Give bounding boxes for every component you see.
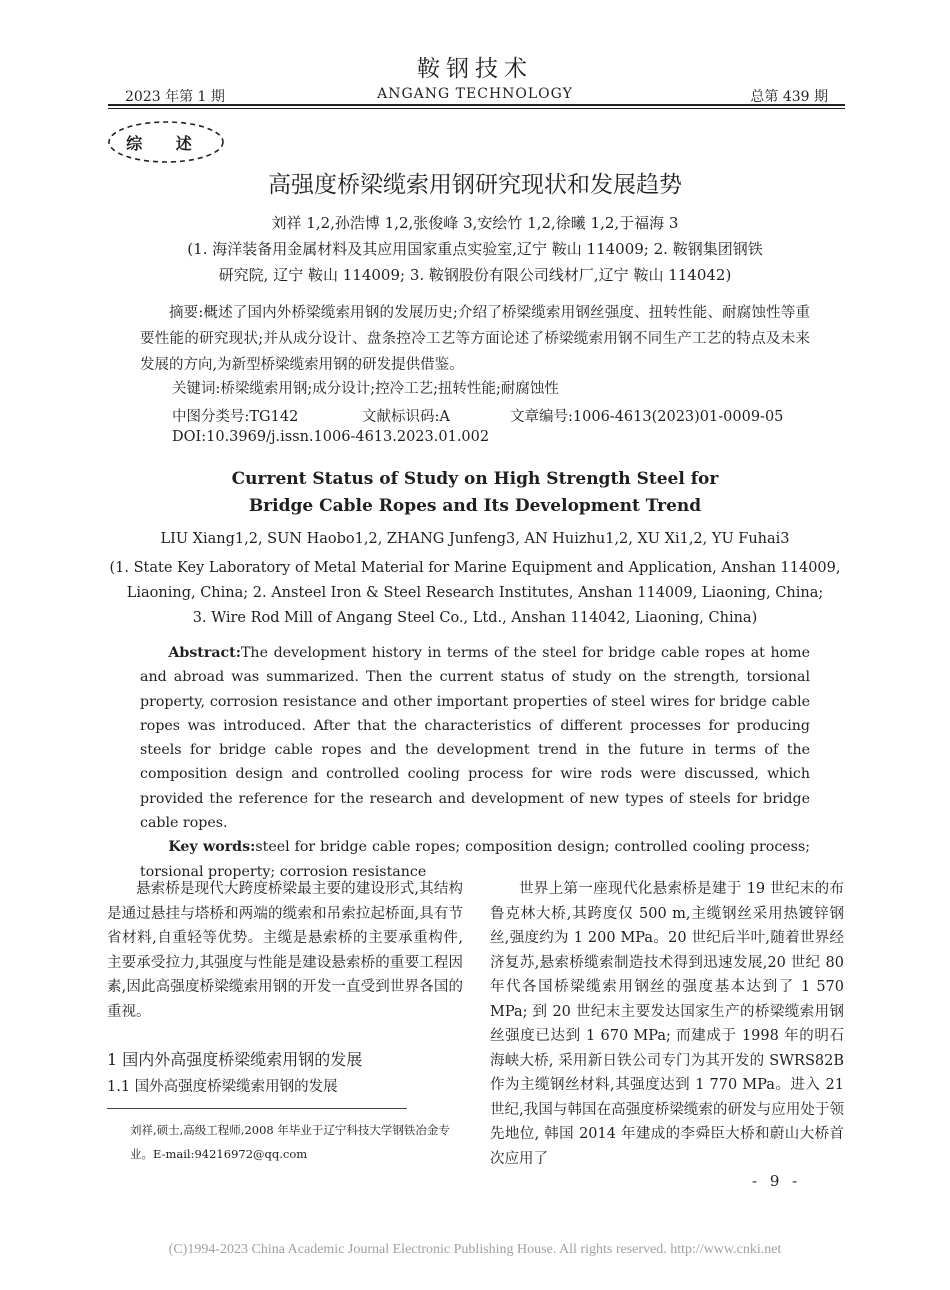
keywords-cn-text: 桥梁缆索用钢;成分设计;控冷工艺;扭转性能;耐腐蚀性: [220, 381, 559, 397]
journal-name: 鞍钢技术: [417, 56, 533, 82]
abstract-cn-text: 概述了国内外桥梁缆索用钢的发展历史;介绍了桥梁缆索用钢丝强度、扭转性能、耐腐蚀性等重要性能的研究现状;并从成分设计、盘条控冷工艺等方面论述了桥梁缆索用钢不同生产工艺的特点及未来发展的方向,为新型桥梁缆索用钢的研发提供借鉴。: [140, 305, 810, 373]
affiliation-cn-line: 研究院, 辽宁 鞍山 114009; 3. 鞍钢股份有限公司线材厂,辽宁 鞍山 114042): [218, 266, 732, 284]
affiliation-en-line: (1. State Key Laboratory of Metal Material for Marine Equipment and Application, Anshan 114009,: [109, 560, 841, 576]
copyright-watermark: (C)1994-2023 China Academic Journal Electronic Publishing House. All rights reserved. http://www.cnki.net: [168, 1242, 782, 1257]
abstract-cn-label: 摘要:: [169, 305, 204, 321]
body-right-paragraph: 世界上第一座现代化悬索桥是建于 19 世纪末的布鲁克林大桥,其跨度仅 500 m,主缆钢丝采用热镀锌钢丝,强度约为 1 200 MPa。20 世纪后半叶,随着世界经济复苏,悬索桥缆索制造技术得到迅速发展,20 世纪 80 年代各国桥梁缆索用钢丝的强度基本达到了 1 570 MPa; 到 20 世纪末主要发达国家生产的桥梁缆索用钢丝强度已达到 1 670 MPa; 而建成于 1998 年的明石海峡大桥, 采用新日铁公司专门为其开发的 SWRS82B 作为主缆钢丝材料,其强度达到 1 770 MPa。进入 21 世纪,我国与韩国在高强度桥梁缆索的研发与应用处于领先地位, 韩国 2014 年建成的李舜臣大桥和蔚山大桥首次应用了: [490, 881, 844, 1167]
footnote-rule: [107, 1108, 407, 1109]
header-rule-thin: [108, 108, 845, 109]
affiliation-en: [0, 556, 950, 631]
abstract-cn: [140, 300, 810, 378]
doc-code-label: 文献标识码:: [362, 409, 440, 425]
affiliation-cn: [0, 236, 950, 288]
section-heading-1: 1 国内外高强度桥梁缆索用钢的发展: [107, 1050, 363, 1069]
doc-code: [362, 405, 450, 426]
doc-code-value: A: [439, 409, 450, 425]
clc-value: TG142: [249, 409, 299, 425]
keywords-cn: [172, 377, 559, 398]
title-en-line: Current Status of Study on High Strength Steel for: [231, 469, 719, 489]
title-en-line: Bridge Cable Ropes and Its Development Trend: [248, 496, 702, 516]
affiliation-en-line: 3. Wire Rod Mill of Angang Steel Co., Ltd., Anshan 114042, Liaoning, China): [192, 610, 758, 626]
abstract-en: [140, 641, 810, 884]
article-no-value: 1006-4613(2023)01-0009-05: [572, 409, 784, 425]
issue-label: 2023 年第 1 期: [125, 89, 225, 105]
clc-label: 中图分类号:: [172, 409, 250, 425]
section-tag: [106, 118, 226, 166]
journal-english-name: ANGANG TECHNOLOGY: [377, 86, 573, 102]
page-number: - 9 -: [752, 1172, 802, 1190]
authors-cn: 刘祥 1,2,孙浩博 1,2,张俊峰 3,安绘竹 1,2,徐曦 1,2,于福海 3: [271, 214, 679, 232]
affiliation-cn-line: (1. 海洋装备用金属材料及其应用国家重点实验室,辽宁 鞍山 114009; 2. 鞍钢集团钢铁: [187, 240, 763, 258]
authors-en: LIU Xiang1,2, SUN Haobo1,2, ZHANG Junfeng3, AN Huizhu1,2, XU Xi1,2, YU Fuhai3: [160, 531, 790, 547]
keywords-en-label: Key words:: [168, 839, 256, 856]
total-issue-label: 总第 439 期: [750, 89, 828, 105]
title-cn: 高强度桥梁缆索用钢研究现状和发展趋势: [268, 172, 682, 198]
body-left-paragraph: 悬索桥是现代大跨度桥梁最主要的建设形式,其结构是通过悬挂与塔桥和两端的缆索和吊索拉起桥面,具有节省材料,自重轻等优势。主缆是悬索桥的主要承重构件,主要承受拉力,其强度与性能是建设悬索桥的重要工程因素,因此高强度桥梁缆索用钢的开发一直受到世界各国的重视。: [107, 881, 463, 1020]
section-tag-label: 综 述: [126, 134, 206, 153]
article-number: [510, 405, 783, 426]
header-rule-thick: [108, 104, 845, 106]
clc-number: [172, 405, 298, 426]
keywords-cn-label: 关键词:: [172, 381, 221, 397]
abstract-en-label: Abstract:: [168, 645, 241, 661]
author-footnote: 刘祥,硕士,高级工程师,2008 年毕业于辽宁科技大学钢铁冶金专业。E-mail:94216972@qq.com: [130, 1123, 450, 1161]
title-en: [0, 466, 950, 520]
abstract-en-text: The development history in terms of the steel for bridge cable ropes at home and abroad was summarized. Then the current status of study on the strength, torsional property, corrosion resistance and other important properties of steel wires for bridge cable ropes was introduced. After that the characteristics of different processes for producing steels for bridge cable ropes and the development trend in the future in terms of the composition design and controlled cooling process for wire rods were discussed, which provided the reference for the research and development of new types of steels for bridge cable ropes.: [140, 645, 810, 832]
doi: DOI:10.3969/j.issn.1006-4613.2023.01.002: [172, 429, 490, 445]
keywords-en-text: steel for bridge cable ropes; composition design; controlled cooling process; torsional property; corrosion resistance: [140, 839, 810, 880]
section-heading-1-1: 1.1 国外高强度桥梁缆索用钢的发展: [107, 1079, 338, 1095]
affiliation-en-line: Liaoning, China; 2. Ansteel Iron & Steel Research Institutes, Anshan 114009, Liaoning, China;: [126, 585, 824, 601]
article-no-label: 文章编号:: [510, 409, 573, 425]
